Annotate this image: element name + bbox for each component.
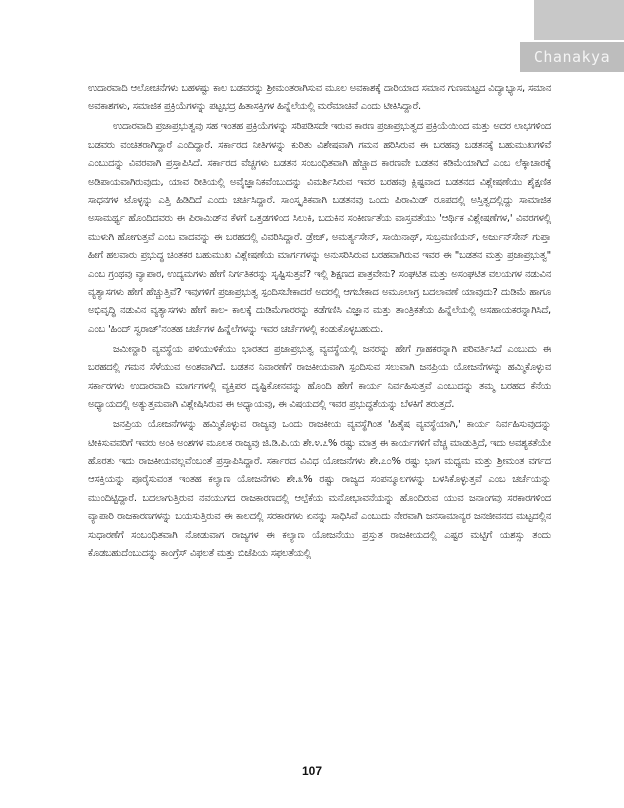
paragraph: ಜಮೀನ್ದಾರಿ ವ್ಯವಸ್ಥೆಯ ಪಳಿಯುಳಿಕೆಯು ಭಾರತದ ಪ್ರಜಾಪ್ರಭುತ್ವ ವ್ಯವಸ್ಥೆಯಲ್ಲಿ ಜನರನ್ನು ಹೇಗೆ ಗ್ರಾಹಕರನ್ನಾಗಿ ಪರಿವರ್ತಿಸಿದೆ ಎಂಬುದು ಈ ಬರಹದಲ್ಲಿ ಗಮನ ಸೆಳೆಯುವ ಅಂಶವಾಗಿದೆ. ಬಡತನ ನಿವಾರಣೆಗೆ ರಾಜಕೀಯವಾಗಿ ಸ್ಪಂದಿಸುವ ಸಲುವಾಗಿ ಜನಪ್ರಿಯ ಯೋಜನೆಗಳನ್ನು ಹಮ್ಮಿಕೊಳ್ಳುವ ಸರ್ಕಾರಗಳು ಉದಾರವಾದಿ ಮಾರ್ಗಗಳಲ್ಲಿ ವ್ಯಕ್ತಿಪರ ದೃಷ್ಟಿಕೋನವನ್ನು ಹೊಂದಿ ಹೇಗೆ ಕಾರ್ಯ ನಿರ್ವಹಿಸುತ್ತವೆ ಎಂಬುದನ್ನು ತಮ್ಮ ಬರಹದ ಕೆನೆಯ ಅಧ್ಯಾಯದಲ್ಲಿ ಅತ್ಯುತ್ತಮವಾಗಿ ವಿಶ್ಲೇಷಿಸಿರುವ ಈ ಅಧ್ಯಾಯವು, ಈ ವಿಷಯದಲ್ಲಿ ಇವರ ಪ್ರಭುದ್ಧತೆಯನ್ನು ಬೆಳಕಿಗೆ ತರುತ್ತದೆ.	[88, 343, 551, 411]
brand-label: Chanakya	[520, 42, 624, 72]
header-tab-block	[534, 0, 624, 40]
body-text	[88, 80, 551, 565]
paragraph: ಜನಪ್ರಿಯ ಯೋಜನೆಗಳನ್ನು ಹಮ್ಮಿಕೊಳ್ಳುವ ರಾಜ್ಯವು ಒಂದು ರಾಜಕೀಯ ವ್ಯವಸ್ಥೆಗಿಂತ 'ಹಿತೈಷ ವ್ಯವಸ್ಥೆಯಾಗಿ,' ಕಾರ್ಯ ನಿರ್ವಹಿಸುವುದನ್ನು ಟೀಕಿಸುವವರಿಗೆ ಇವರು ಅಂಕಿ ಅಂಶಗಳ ಮೂಲಕ ರಾಜ್ಯವು ಜಿ.ಡಿ.ಪಿ.ಯ ಶೇ.೪.೭% ರಷ್ಟು ಮಾತ್ರ ಈ ಕಾರ್ಯಗಳಿಗೆ ವೆಚ್ಚ ಮಾಡುತ್ತಿದೆ, ಇದು ಅವಶ್ಯಕತೆಯೇ ಹೊರತು ಇದು ರಾಜಕೀಯವಲ್ಲವೆಂಬಂತೆ ಪ್ರಸ್ತಾಪಿಸಿದ್ದಾರೆ. ಸರ್ಕಾರದ ವಿವಿಧ ಯೋಜನೆಗಳು ಶೇ.೭೦% ರಷ್ಟು ಭಾಗ ಮಧ್ಯಮ ಮತ್ತು ಶ್ರೀಮಂತ ವರ್ಗದ ಆಸಕ್ತಿಯನ್ನು ಪೂರೈಸುವಂತ ಇಂತಹ ಕಲ್ಯಾಣ ಯೋಜನೆಗಳು ಶೇ.೩% ರಷ್ಟು ರಾಜ್ಯದ ಸಂಪನ್ಮೂಲಗಳನ್ನು ಬಳಸಿಕೊಳ್ಳುತ್ತವೆ ಎಂಬ ಚರ್ಚೆಯನ್ನು ಮುಂದಿಟ್ಟಿದ್ದಾರೆ. ಬದಲಾಗುತ್ತಿರುವ ನವಯುಗದ ರಾಜಕಾರಣದಲ್ಲಿ ಆಲ್ಪೆಕೆಯ ಮನೋಭಾವನೆಯನ್ನು ಹೊಂದಿರುವ ಯುವ ಜನಾಂಗವು ಸರಕಾರಗಳಿಂದ ವ್ಯಾಪಾರಿ ರಾಜಕಾರಣಗಳನ್ನು ಬಯಸುತ್ತಿರುವ ಈ ಕಾಲದಲ್ಲಿ ಸರಕಾರಗಳು ಏನನ್ನು ಸಾಧಿಸಿವೆ ಎಂಬುದು ನೇರವಾಗಿ ಜನಸಾಮಾನ್ಯರ ಜನಜೀವನದ ಮಟ್ಟದಲ್ಲಿನ ಸುಧಾರಣೆಗೆ ಸಂಬಂಧಿತವಾಗಿ ನೋಡುವಾಗ ರಾಜ್ಯಗಳ ಈ ಕಲ್ಯಾಣ ಯೋಜನೆಯು ಪ್ರಸ್ತುತ ರಾಜಕೀಯದಲ್ಲಿ ಎಷ್ಟರ ಮಟ್ಟಿಗೆ ಯಶಸ್ಸು ತಂದು ಕೊಡಬಹುದೆಂಬುದನ್ನು ಕಾಂಗ್ರೆಸ್ ವಿಫಲತೆ ಮತ್ತು ಬಿಜೆಪಿಯ ಸಫಲತೆಯಲ್ಲಿ	[88, 419, 551, 559]
paragraph: ಉದಾರವಾದಿ ಆಲೋಚನೆಗಳು ಬಹಳಷ್ಟು ಕಾಲ ಬಡವರನ್ನು ಶ್ರೀಮಂತರಾಗಿಸುವ ಮೂಲ ಅವಕಾಶಕ್ಕೆ ದಾರಿಯಾದ ಸಮಾನ ಗುಣಮಟ್ಟದ ವಿದ್ಯಾಭ್ಯಾಸ, ಸಮಾನ ಅವಕಾಶಗಳು, ಸಮಾಜಿಕ ಪ್ರಕ್ರಿಯೆಗಳನ್ನು ಪಟ್ಟಭದ್ರ ಹಿತಾಸಕ್ತಿಗಳ ಹಿನ್ನೆಲೆಯಲ್ಲಿ ಮರೆಮಾಚಿವೆ ಎಂದು ಟೀಕಿಸಿದ್ದಾರೆ.	[88, 83, 551, 113]
paragraph: ಉದಾರವಾದಿ ಪ್ರಜಾಪ್ರಭುತ್ವವು ಸಹ ಇಂತಹ ಪ್ರಕ್ರಿಯೆಗಳನ್ನು ಸರಿಪಡಿಸದೇ ಇರುವ ಕಾರಣ ಪ್ರಜಾಪ್ರಭುತ್ವದ ಪ್ರಕ್ರಿಯೆಯಿಂದ ಮತ್ತು ಅದರ ಲಾಭಗಳಿಂದ ಬಡವರು ವಂಚಿತರಾಗಿದ್ದಾರೆ ಎಂದಿದ್ದಾರೆ. ಸರ್ಕಾರದ ನೀತಿಗಳನ್ನು ಕುರಿತು ವಿಶೇಷವಾಗಿ ಗಮನ ಹರಿಸಿರುವ ಈ ಬರಹವು ಬಡತನಕ್ಕೆ ಬಹುಮುಖಗಳಿವೆ ಎಂಬುದನ್ನು ವಿವರವಾಗಿ ಪ್ರಸ್ತಾಪಿಸಿದೆ. ಸರ್ಕಾರದ ವೆಚ್ಚಗಳು ಬಡತನ ಸಂಬಂಧಿತವಾಗಿ ಹೆಚ್ಚಾದ ಕಾರಣವೇ ಬಡತನ ಕಡಿಮೆಯಾಗಿದೆ ಎಂಬ ಲೆಕ್ಕಾಚಾರಕ್ಕೆ ಅಡಿಪಾಯವಾಗಿರುವುದು, ಯಾವ ರೀತಿಯಲ್ಲಿ ಅವೈಜ್ಞಾನಿಕವೆಂಬುದನ್ನು ವಿಮರ್ಶಿಸಿರುವ ಇವರ ಬರಹವು ಕ್ಲಿಷ್ಟವಾದ ಬಡತನದ ವಿಶ್ಲೇಷಣೆಯು ಶೈಕ್ಷಣಿಕ ಸಾಧನಗಳ ಟೊಳ್ಳನ್ನು ಎತ್ತಿ ಹಿಡಿದಿದೆ ಎಂದು ಚರ್ಚಿಸಿದ್ದಾರೆ. ಸಾಂಸ್ಕೃತಿಕವಾಗಿ ಬಡತನವು ಒಂದು ಪಿರಾಮಿಡ್ ರೂಪದಲ್ಲಿ ಅಸ್ತಿತ್ವದಲ್ಲಿದ್ದು ಸಾಮಾಜಿಕ ಅಸಾಮರ್ಥ್ಯ ಹೊಂದಿದವರು ಈ ಪಿರಾಮಿಡ್‌ನ ಕೆಳಗೆ ಒತ್ತಡಗಳಿಂದ ಸಿಲುಕಿ, ಬದುಕಿನ ಸಂಕೀರ್ಣತೆಯ ವಾಸ್ತವತೆಯು 'ಆರ್ಥಿಕ ವಿಶ್ಲೇಷಣೆಗಳ,' ವಿವರಗಳಲ್ಲಿ ಮುಳುಗಿ ಹೋಗುತ್ತವೆ ಎಂಬ ವಾದವನ್ನು ಈ ಬರಹದಲ್ಲಿ ವಿವರಿಸಿದ್ದಾರೆ. ಡ್ರೇಜ್, ಅಮರ್ತ್ಯಸೇನ್, ಸಾಯಿನಾಥ್, ಸುಬ್ರಮಣಿಯನ್, ಅರ್ಜುನ್‌ಸೇನ್ ಗುಪ್ತಾ ಹೀಗೆ ಹಲವಾರು ಪ್ರಭುದ್ಧ ಚಿಂತಕರ ಬಹುಮುಖ ವಿಶ್ಲೇಷಣೆಯ ಮಾರ್ಗಗಳನ್ನು ಅನುಸರಿಸಿರುವ ಬರಹವಾಗಿರುವ ಇವರ ಈ "ಬಡತನ ಮತ್ತು ಪ್ರಜಾಪ್ರಭುತ್ವ" ಎಂಬ ಗ್ರಂಥವು ವ್ಯಾಪಾರ, ಉದ್ಯಮಗಳು ಹೇಗೆ ನಿರ್ಗತಿಕರನ್ನು ಸೃಷ್ಟಿಸುತ್ತವೆ? ಇಲ್ಲಿ ಶಿಕ್ಷಣದ ಪಾತ್ರವೇನು? ಸಂಘಟಿತ ಮತ್ತು ಅಸಂಘಟಿತ ವಲಯಗಳ ನಡುವಿನ ವ್ಯತ್ಯಾಸಗಳು ಹೇಗೆ ಹೆಚ್ಚುತ್ತಿವೆ? ಇವುಗಳಿಗೆ ಪ್ರಜಾಪ್ರಭುತ್ವ ಸ್ಪಂದಿಸಬೇಕಾದರೆ ಅದರಲ್ಲಿ ಆಗಬೇಕಾದ ಅಮೂಲಾಗ್ರ ಬದಲಾವಣೆ ಯಾವುದು? ದುಡಿಮೆ ಹಾಗೂ ಅಭಿವೃದ್ಧಿ ನಡುವಿನ ವ್ಯತ್ಯಾಸಗಳು ಹೇಗೆ ಕಾಲ- ಕಾಲಕ್ಕೆ ದುಡಿಮೆಗಾರರನ್ನು ಕಡೆಗಣಿಸಿ ವಿಜ್ಞಾನ ಮತ್ತು ತಾಂತ್ರಿಕತೆಯ ಹಿನ್ನೆಲೆಯಲ್ಲಿ ಅಸಹಾಯಕರನ್ನಾಗಿಸಿದೆ, ಎಂಬ 'ಹಿಂದ್ ಸ್ವರಾಜ್'ನಂತಹ ಚರ್ಚೆಗಳ ಹಿನ್ನೆಲೆಗಳನ್ನು ಇವರ ಚರ್ಚೆಗಳಲ್ಲಿ ಕಂಡುಕೊಳ್ಳಬಹುದು.	[88, 121, 551, 335]
page-number: 107	[301, 764, 323, 778]
